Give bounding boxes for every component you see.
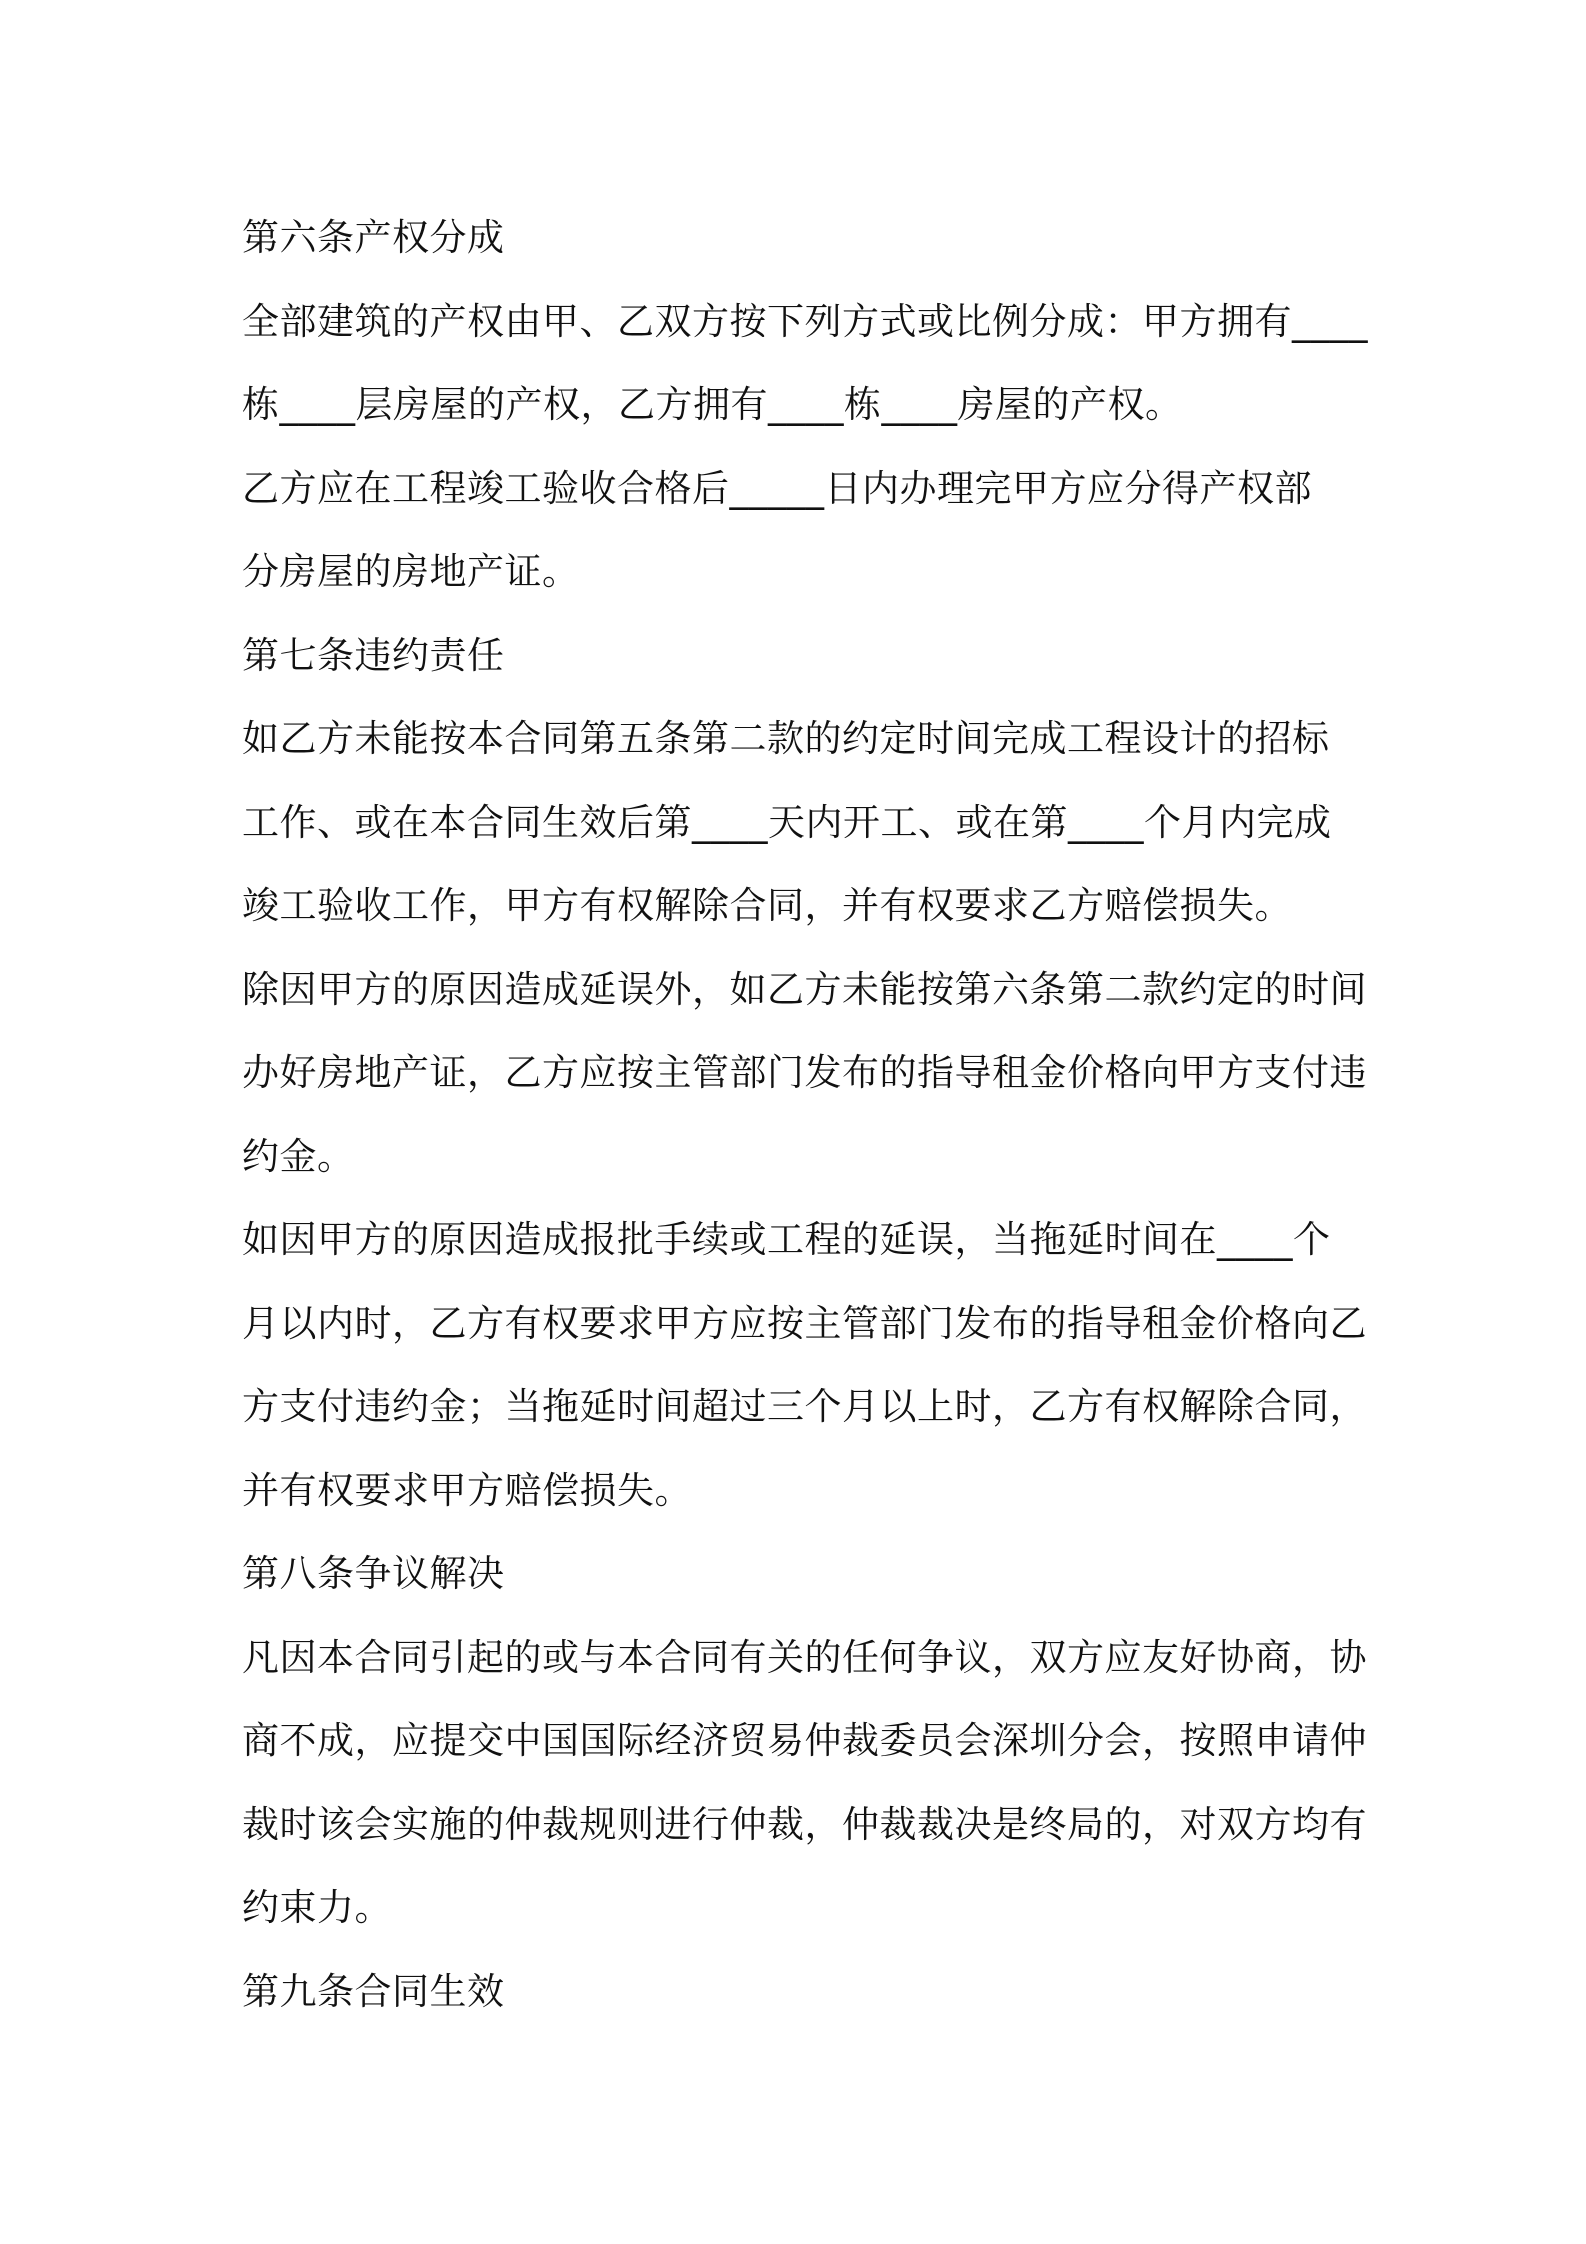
article-7-paragraph-3-line-4: 并有权要求甲方赔偿损失。 (242, 1468, 692, 1512)
article-7-paragraph-2-line-1: 除因甲方的原因造成延误外，如乙方未能按第六条第二款约定的时间 (242, 967, 1367, 1011)
article-7-paragraph-3-line-3: 方支付违约金；当拖延时间超过三个月以上时，乙方有权解除合同， (242, 1385, 1367, 1428)
article-6-paragraph-2-line-1: 乙方应在工程竣工验收合格后_____日内办理完甲方应分得产权部 (242, 466, 1312, 510)
article-8-paragraph-line-2: 商不成，应提交中国国际经济贸易仲裁委员会深圳分会，按照申请仲 (242, 1719, 1367, 1762)
article-8-paragraph-line-1: 凡因本合同引起的或与本合同有关的任何争议，双方应友好协商，协 (242, 1635, 1367, 1679)
article-9-heading: 第九条合同生效 (242, 1969, 505, 2013)
article-7-paragraph-3-line-1: 如因甲方的原因造成报批手续或工程的延误，当拖延时间在____个 (242, 1218, 1331, 1261)
article-6-heading: 第六条产权分成 (242, 216, 505, 259)
article-8-paragraph-line-3: 裁时该会实施的仲裁规则进行仲裁，仲裁裁决是终局的，对双方均有 (242, 1802, 1367, 1846)
article-6-paragraph-1-line-1: 全部建筑的产权由甲、乙双方按下列方式或比例分成：甲方拥有____ (242, 299, 1368, 343)
article-7-paragraph-1-line-2: 工作、或在本合同生效后第____天内开工、或在第____个月内完成 (242, 800, 1332, 844)
article-6-paragraph-1-line-2: 栋____层房屋的产权，乙方拥有____栋____房屋的产权。 (242, 383, 1183, 426)
article-7-heading: 第七条违约责任 (242, 633, 505, 677)
document-body (242, 196, 1368, 2033)
article-7-paragraph-1-line-1: 如乙方未能按本合同第五条第二款的约定时间完成工程设计的招标 (242, 717, 1330, 760)
article-7-paragraph-2-line-3: 约金。 (242, 1134, 355, 1178)
article-7-paragraph-1-line-3: 竣工验收工作，甲方有权解除合同，并有权要求乙方赔偿损失。 (242, 884, 1292, 927)
article-7-paragraph-2-line-2: 办好房地产证，乙方应按主管部门发布的指导租金价格向甲方支付违 (242, 1051, 1367, 1094)
article-8-paragraph-line-4: 约束力。 (242, 1886, 392, 1929)
article-8-heading: 第八条争议解决 (242, 1552, 505, 1595)
article-7-paragraph-3-line-2: 月以内时，乙方有权要求甲方应按主管部门发布的指导租金价格向乙 (242, 1301, 1367, 1345)
article-6-paragraph-2-line-2: 分房屋的房地产证。 (242, 550, 580, 593)
